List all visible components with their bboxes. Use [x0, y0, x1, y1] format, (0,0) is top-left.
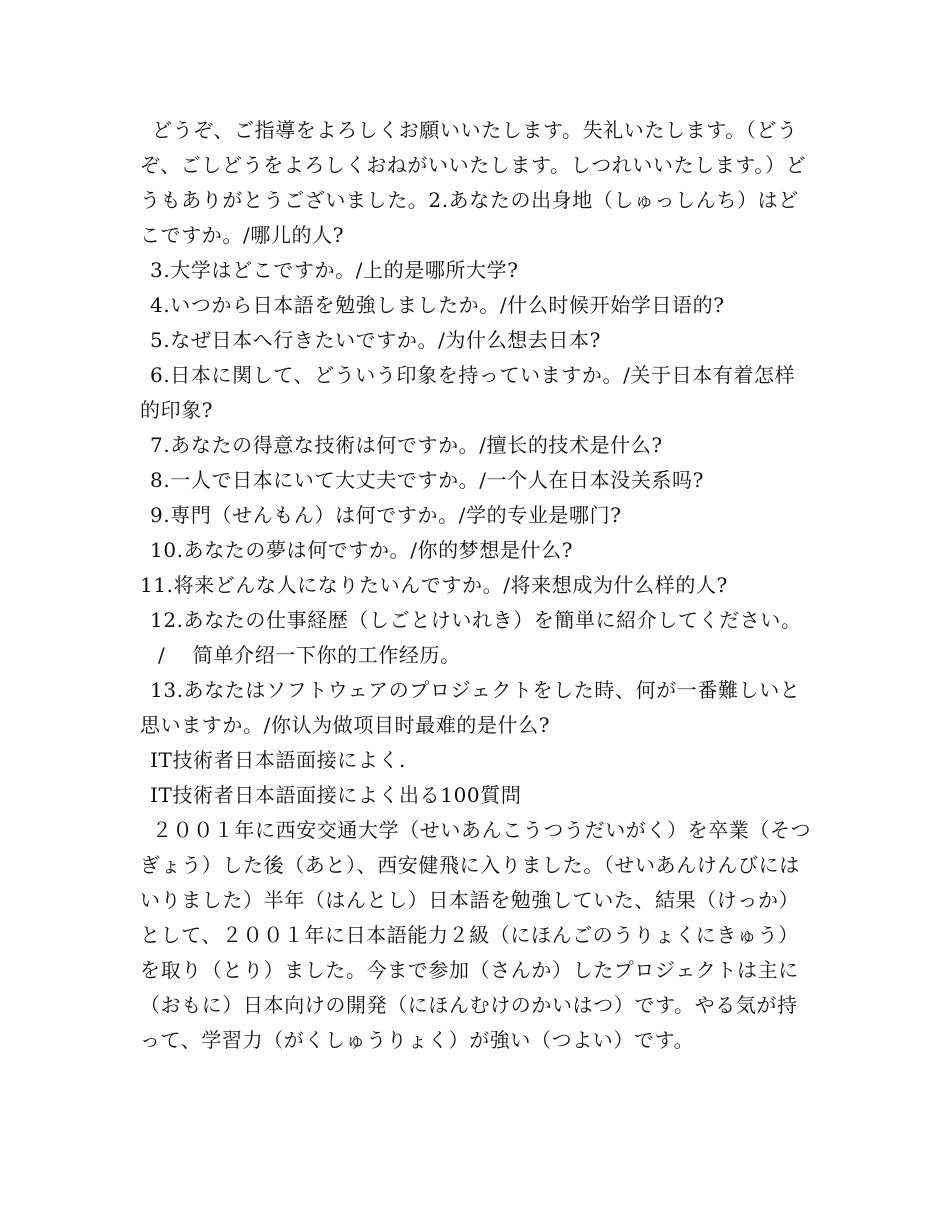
question-11: 11.将来どんな人になりたいんですか。/将来想成为什么样的人? — [140, 573, 728, 597]
question-12-translation: / 简单介绍一下你的工作经历。 — [158, 643, 461, 667]
question-13: 13.あなたはソフトウェアのプロジェクトをした時、何が一番難しいと思いますか。/你认为做项目时最难的是什么? — [140, 678, 801, 737]
question-10: 10.あなたの夢は何ですか。/你的梦想是什么? — [150, 538, 574, 562]
question-4: 4.いつから日本語を勉強しましたか。/什么时候开始学日语的? — [150, 293, 725, 317]
question-5: 5.なぜ日本へ行きたいですか。/为什么想去日本? — [150, 328, 601, 352]
question-3: 3.大学はどこですか。/上的是哪所大学? — [150, 258, 519, 282]
question-8: 8.一人で日本にいて大丈夫ですか。/一个人在日本没关系吗? — [150, 468, 704, 492]
self-introduction-paragraph: ２００１年に西安交通大学（せいあんこうつうだいがく）を卒業（そつぎょう）した後（あと）、西安健飛に入りました。（せいあんけんびにはいりました）半年（はんとし）日本語を勉強していた、結果（けっか）として、２００１年に日本語能力２級（にほんごのうりょくにきゅう）を取り（とり）ました。今まで参加（さんか）したプロジェクトは主に（おもに）日本向けの開発（にほんむけのかいはつ）です。やる気が持って、学習力（がくしゅうりょく）が強い（つよい）です。 — [140, 818, 812, 1052]
section-heading-full: IT技術者日本語面接によく出る100質問 — [150, 783, 522, 807]
question-12: 12.あなたの仕事経歴（しごとけいれき）を簡単に紹介してください。 — [150, 608, 802, 632]
document-body — [140, 113, 812, 1058]
question-9: 9.専門（せんもん）は何ですか。/学的专业是哪门? — [150, 503, 622, 527]
paragraph-intro-and-question-2: どうぞ、ご指導をよろしくお願いいたします。失礼いたします。（どうぞ、ごしどうをよろしくおねがいいたします。しつれいいたします。）どうもありがとうございました。2.あなたの出身地（しゅっしんち）はどこですか。/哪儿的人? — [140, 118, 807, 247]
section-heading-short: IT技術者日本語面接によく. — [150, 748, 406, 772]
question-7: 7.あなたの得意な技術は何ですか。/擅长的技术是什么? — [150, 433, 663, 457]
question-6: 6.日本に関して、どういう印象を持っていますか。/关于日本有着怎样的印象? — [140, 363, 796, 422]
